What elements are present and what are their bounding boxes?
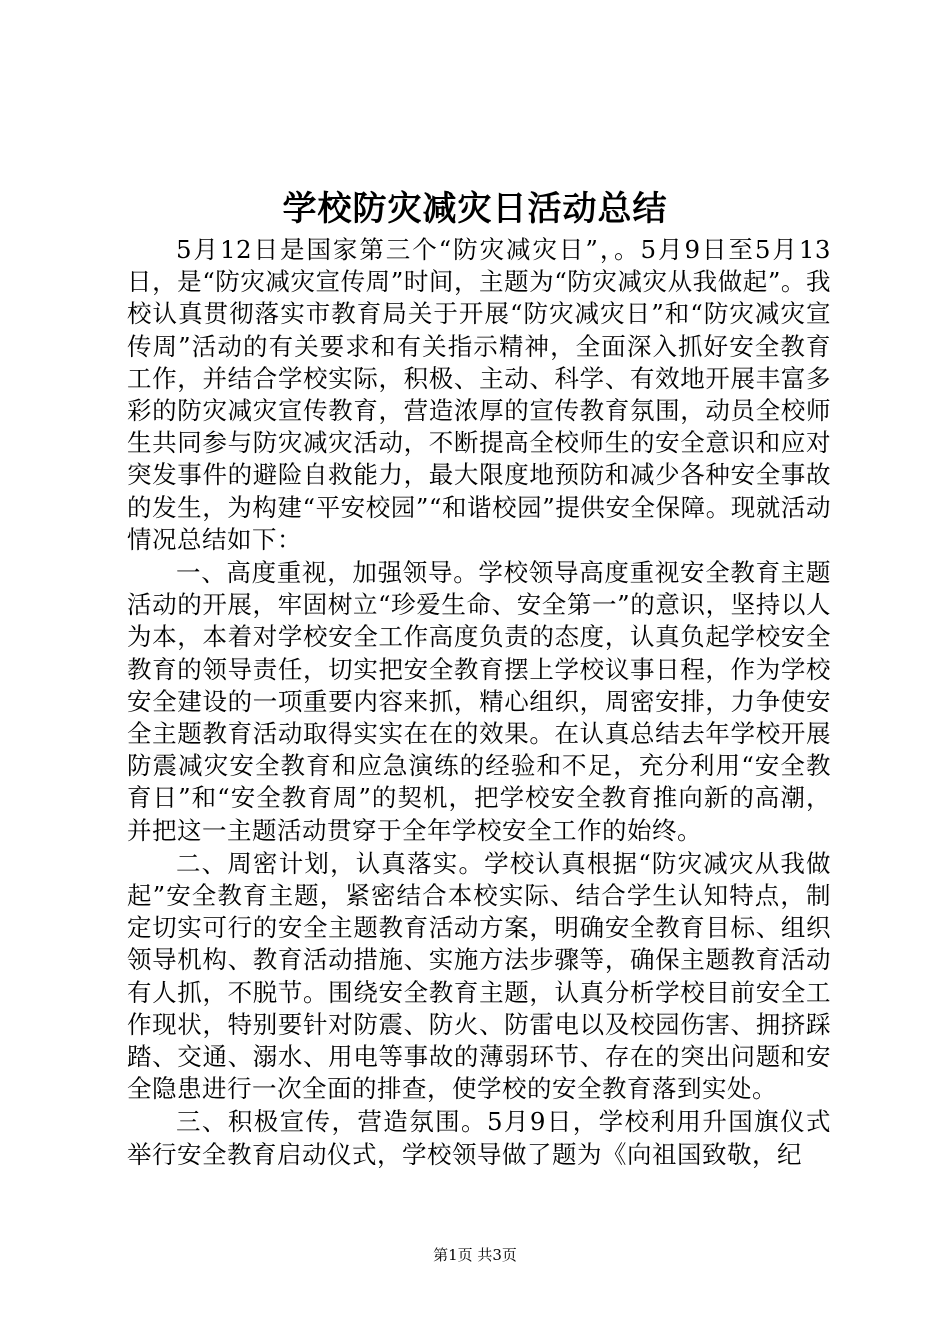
paragraph-section-3: 三、积极宣传，营造氛围。5月9日，学校利用升国旗仪式举行安全教育启动仪式，学校领导做了题为《向祖国致敬，纪 [127,1107,831,1169]
paragraph-intro: 5月12日是国家第三个“防灾减灾日”，。5月9日至5月13日，是“防灾减灾宣传周”时间，主题为“防灾减灾从我做起”。我校认真贯彻落实市教育局关于开展“防灾减灾日”和“防灾减灾宣传周”活动的有关要求和有关指示精神，全面深入抓好安全教育工作，并结合学校实际，积极、主动、科学、有效地开展丰富多彩的防灾减灾宣传教育，营造浓厚的宣传教育氛围，动员全校师生共同参与防灾减灾活动，不断提高全校师生的安全意识和应对突发事件的避险自救能力，最大限度地预防和减少各种安全事故的发生，为构建“平安校园”“和谐校园”提供安全保障。现就活动情况总结如下： [127,235,831,554]
page-number-footer: 第1页 共3页 [433,1246,517,1264]
document-body [127,234,831,1171]
paragraph-section-1: 一、高度重视，加强领导。学校领导高度重视安全教育主题活动的开展，牢固树立“珍爱生命、安全第一”的意识，坚持以人为本，本着对学校安全工作高度负责的态度，认真负起学校安全教育的领导责任，切实把安全教育摆上学校议事日程，作为学校安全建设的一项重要内容来抓，精心组织，周密安排，力争使安全主题教育活动取得实实在在的效果。在认真总结去年学校开展防震减灾安全教育和应急演练的经验和不足，充分利用“安全教育日”和“安全教育周”的契机，把学校安全教育推向新的高潮，并把这一主题活动贯穿于全年学校安全工作的始终。 [127,558,831,845]
document-title: 学校防灾减灾日活动总结 [282,189,668,229]
paragraph-section-2: 二、周密计划，认真落实。学校认真根据“防灾减灾从我做起”安全教育主题，紧密结合本校实际、结合学生认知特点，制定切实可行的安全主题教育活动方案，明确安全教育目标、组织领导机构、教育活动措施、实施方法步骤等，确保主题教育活动有人抓，不脱节。围绕安全教育主题，认真分析学校目前安全工作现状，特别要针对防震、防火、防雷电以及校园伤害、拥挤踩踏、交通、溺水、用电等事故的薄弱环节、存在的突出问题和安全隐患进行一次全面的排查，使学校的安全教育落到实处。 [127,848,831,1104]
